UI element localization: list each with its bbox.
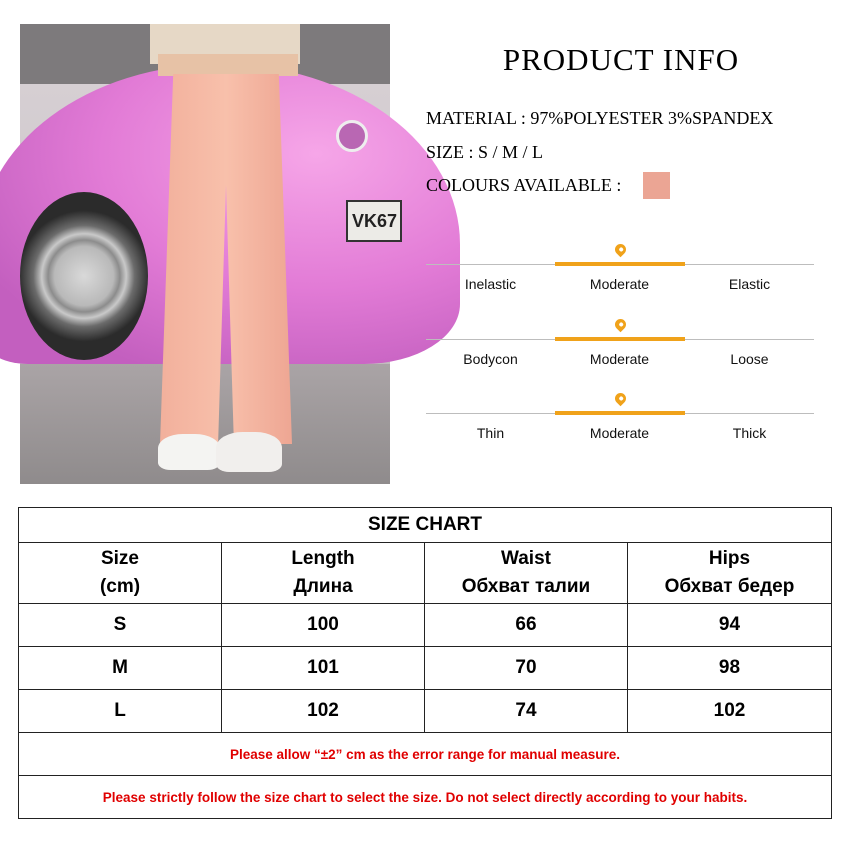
header-length: [222, 543, 425, 604]
model-waist: [158, 54, 298, 76]
table-header-row: [19, 543, 832, 604]
size-chart-title: SIZE CHART: [19, 508, 832, 543]
note-row: [19, 733, 832, 776]
scale-label-left: Inelastic: [464, 276, 517, 292]
table-row: [19, 604, 832, 647]
header-line1: Hips: [708, 548, 751, 569]
sneaker-left: [158, 434, 220, 470]
scale-label-right: Loose: [730, 351, 769, 367]
header-size: [19, 543, 222, 604]
scale-label-right: Thick: [732, 425, 767, 441]
cell-size: L: [19, 690, 222, 733]
product-info-title: PRODUCT INFO: [502, 42, 740, 77]
cell-length: 102: [222, 690, 425, 733]
cell-waist: 74: [425, 690, 628, 733]
size-spec: SIZE : S / M / L: [426, 142, 544, 162]
cell-size: M: [19, 647, 222, 690]
table-row: [19, 647, 832, 690]
header-hips: [628, 543, 832, 604]
license-plate: VK67: [346, 200, 402, 242]
location-pin-icon: [613, 242, 629, 258]
scale-label-left: Thin: [476, 425, 505, 441]
scale-label-left: Bodycon: [463, 351, 518, 367]
colour-swatch: [643, 172, 670, 199]
cell-hips: 98: [628, 647, 832, 690]
sneaker-right: [216, 432, 282, 472]
header-line2: Обхват талии: [461, 576, 591, 597]
cell-waist: 70: [425, 647, 628, 690]
header-line1: Length: [291, 548, 355, 569]
header-line1: Size: [100, 548, 140, 569]
note-row: [19, 776, 832, 819]
cell-waist: 66: [425, 604, 628, 647]
size-chart-title-row: [19, 508, 832, 543]
size-chart-table: [18, 507, 832, 819]
elasticity-scale: [426, 240, 814, 300]
scale-selected-segment: [555, 262, 685, 266]
scale-label-middle: Moderate: [589, 425, 650, 441]
cell-length: 100: [222, 604, 425, 647]
car-wheel: [20, 192, 148, 360]
car-logo-icon: [336, 120, 368, 152]
location-pin-icon: [613, 317, 629, 333]
header-line2: (cm): [99, 576, 141, 597]
colours-spec: COLOURS AVAILABLE :: [426, 175, 622, 195]
scale-label-right: Elastic: [728, 276, 771, 292]
product-photo: [20, 24, 398, 476]
location-pin-icon: [613, 391, 629, 407]
material-spec: MATERIAL : 97%POLYESTER 3%SPANDEX: [426, 108, 774, 128]
header-line2: Длина: [293, 576, 353, 597]
scale-selected-segment: [555, 411, 685, 415]
fit-scale: [426, 315, 814, 375]
scale-label-middle: Moderate: [589, 276, 650, 292]
scale-selected-segment: [555, 337, 685, 341]
size-selection-note: Please strictly follow the size chart to select the size. Do not select directly according to your habits.: [19, 776, 832, 819]
cell-hips: 102: [628, 690, 832, 733]
scale-label-middle: Moderate: [589, 351, 650, 367]
cell-size: S: [19, 604, 222, 647]
header-line1: Waist: [501, 548, 551, 569]
header-line2: Обхват бедер: [664, 576, 795, 597]
cell-length: 101: [222, 647, 425, 690]
cell-hips: 94: [628, 604, 832, 647]
table-row: [19, 690, 832, 733]
thickness-scale: [426, 389, 814, 449]
measure-error-note: Please allow “±2” cm as the error range for manual measure.: [19, 733, 832, 776]
header-waist: [425, 543, 628, 604]
